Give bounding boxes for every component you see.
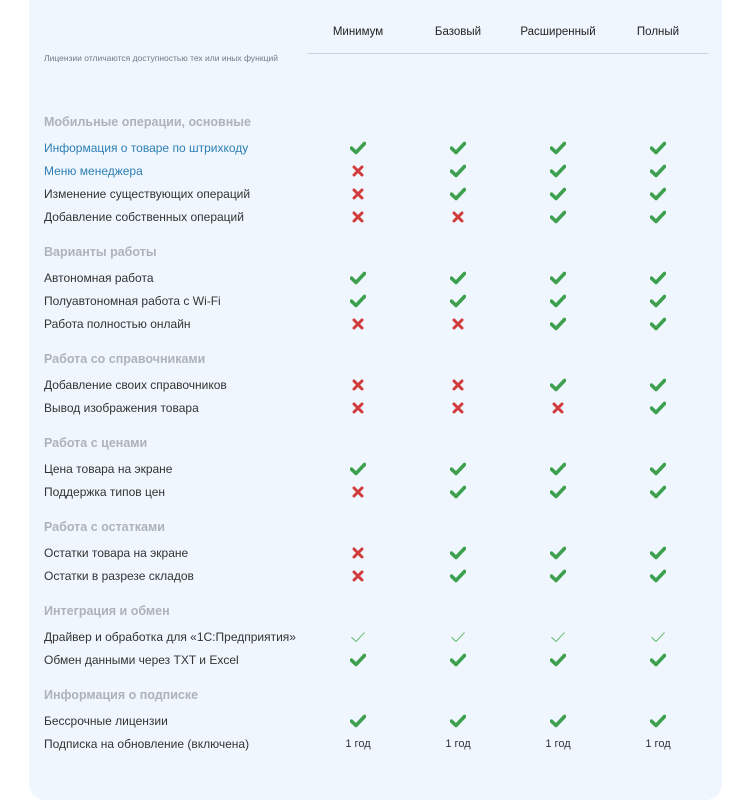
checkmark-icon bbox=[545, 461, 571, 477]
column-header-2: Базовый bbox=[434, 26, 482, 38]
checkmark-icon bbox=[645, 140, 671, 156]
cross-icon bbox=[345, 484, 371, 500]
checkmark-icon bbox=[645, 568, 671, 584]
subscription-period: 1 год bbox=[645, 738, 671, 750]
feature-label: Автономная работа bbox=[44, 271, 154, 285]
checkmark-icon bbox=[545, 293, 571, 309]
checkmark-icon bbox=[445, 484, 471, 500]
checkmark-icon bbox=[545, 568, 571, 584]
feature-label: Подписка на обновление (включена) bbox=[44, 737, 250, 751]
checkmark-icon bbox=[445, 461, 471, 477]
feature-link[interactable]: Информация о товаре по штрихкоду bbox=[44, 141, 249, 155]
checkmark-icon bbox=[645, 163, 671, 179]
column-header-4: Полный bbox=[636, 26, 680, 38]
table-subtitle: Лицензии отличаются доступностью тех или иных функций bbox=[44, 53, 278, 63]
feature-link[interactable]: Меню менеджера bbox=[44, 164, 143, 178]
checkmark-icon bbox=[445, 713, 471, 729]
section-title: Работа с остатками bbox=[44, 520, 165, 534]
cross-icon bbox=[445, 209, 471, 225]
checkmark-icon bbox=[645, 209, 671, 225]
checkmark-icon bbox=[445, 270, 471, 286]
checkmark-icon bbox=[445, 545, 471, 561]
checkmark-icon bbox=[345, 293, 371, 309]
checkmark-icon bbox=[645, 484, 671, 500]
feature-label: Работа полностью онлайн bbox=[44, 317, 191, 331]
feature-label: Цена товара на экране bbox=[44, 462, 173, 476]
column-header-1: Минимум bbox=[332, 26, 384, 38]
checkmark-icon bbox=[545, 545, 571, 561]
cross-icon bbox=[345, 568, 371, 584]
checkmark-outline-icon bbox=[545, 629, 571, 645]
section-title: Информация о подписке bbox=[44, 688, 199, 702]
section-title: Варианты работы bbox=[44, 245, 157, 259]
feature-label: Поддержка типов цен bbox=[44, 485, 166, 499]
column-header-3: Расширенный bbox=[520, 26, 596, 38]
cross-icon bbox=[445, 316, 471, 332]
feature-label: Изменение существующих операций bbox=[44, 187, 251, 201]
cross-icon bbox=[445, 400, 471, 416]
feature-label: Драйвер и обработка для «1С:Предприятия» bbox=[44, 630, 296, 644]
checkmark-icon bbox=[645, 713, 671, 729]
cross-icon bbox=[345, 316, 371, 332]
checkmark-icon bbox=[345, 713, 371, 729]
checkmark-icon bbox=[445, 163, 471, 179]
checkmark-icon bbox=[545, 163, 571, 179]
cross-icon bbox=[345, 545, 371, 561]
checkmark-icon bbox=[645, 400, 671, 416]
checkmark-icon bbox=[445, 140, 471, 156]
subscription-period: 1 год bbox=[445, 738, 471, 750]
checkmark-icon bbox=[345, 461, 371, 477]
subscription-period: 1 год bbox=[545, 738, 571, 750]
checkmark-icon bbox=[545, 186, 571, 202]
checkmark-icon bbox=[445, 293, 471, 309]
checkmark-icon bbox=[545, 377, 571, 393]
checkmark-icon bbox=[445, 568, 471, 584]
checkmark-icon bbox=[545, 713, 571, 729]
subscription-period: 1 год bbox=[345, 738, 371, 750]
cross-icon bbox=[345, 209, 371, 225]
cross-icon bbox=[545, 400, 571, 416]
checkmark-icon bbox=[545, 316, 571, 332]
cross-icon bbox=[345, 186, 371, 202]
checkmark-icon bbox=[645, 293, 671, 309]
cross-icon bbox=[345, 400, 371, 416]
section-title: Работа с ценами bbox=[44, 436, 148, 450]
feature-label: Добавление своих справочников bbox=[44, 378, 227, 392]
section-title: Интеграция и обмен bbox=[44, 604, 170, 618]
checkmark-icon bbox=[645, 652, 671, 668]
feature-label: Вывод изображения товара bbox=[44, 401, 199, 415]
feature-label: Остатки в разрезе складов bbox=[44, 569, 194, 583]
checkmark-icon bbox=[645, 186, 671, 202]
feature-label: Добавление собственных операций bbox=[44, 210, 244, 224]
checkmark-icon bbox=[445, 186, 471, 202]
feature-label: Бессрочные лицензии bbox=[44, 714, 168, 728]
checkmark-outline-icon bbox=[445, 629, 471, 645]
checkmark-icon bbox=[645, 316, 671, 332]
checkmark-icon bbox=[345, 652, 371, 668]
checkmark-icon bbox=[645, 270, 671, 286]
section-title: Мобильные операции, основные bbox=[44, 115, 251, 129]
feature-label: Полуавтономная работа с Wi-Fi bbox=[44, 294, 221, 308]
checkmark-icon bbox=[545, 140, 571, 156]
checkmark-icon bbox=[345, 270, 371, 286]
checkmark-icon bbox=[545, 209, 571, 225]
feature-label: Остатки товара на экране bbox=[44, 546, 189, 560]
cross-icon bbox=[345, 163, 371, 179]
checkmark-icon bbox=[545, 270, 571, 286]
cross-icon bbox=[445, 377, 471, 393]
feature-label: Обмен данными через TXT и Excel bbox=[44, 653, 239, 667]
checkmark-icon bbox=[645, 461, 671, 477]
checkmark-icon bbox=[645, 377, 671, 393]
section-title: Работа со справочниками bbox=[44, 352, 206, 366]
checkmark-outline-icon bbox=[645, 629, 671, 645]
checkmark-icon bbox=[545, 484, 571, 500]
checkmark-outline-icon bbox=[345, 629, 371, 645]
checkmark-icon bbox=[345, 140, 371, 156]
cross-icon bbox=[345, 377, 371, 393]
header-divider bbox=[308, 53, 708, 54]
checkmark-icon bbox=[645, 545, 671, 561]
checkmark-icon bbox=[445, 652, 471, 668]
checkmark-icon bbox=[545, 652, 571, 668]
